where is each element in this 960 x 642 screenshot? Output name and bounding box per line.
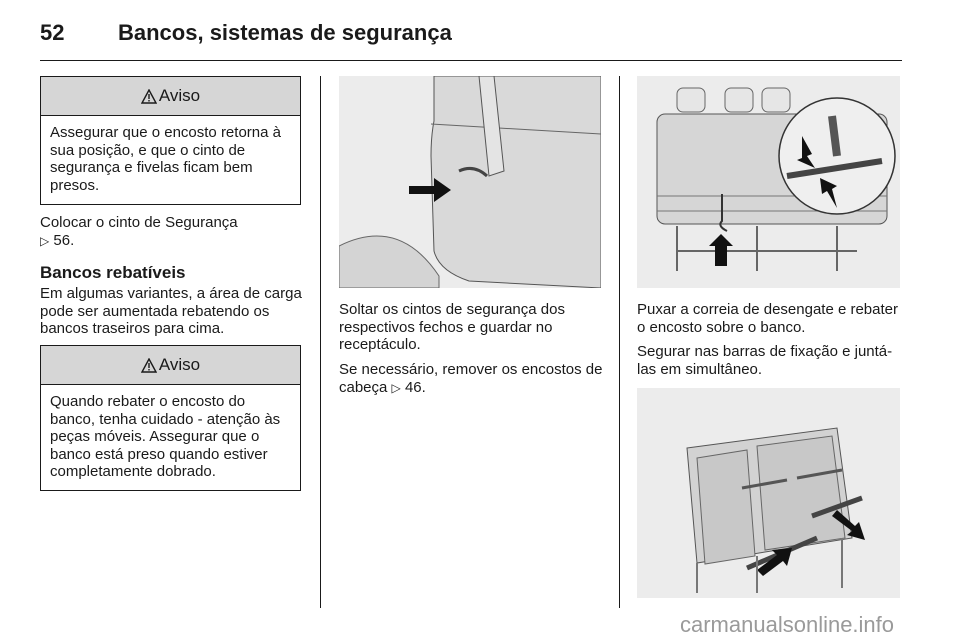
chapter-title: Bancos, sistemas de segurança [118, 20, 452, 45]
page-reference: 46. [404, 378, 426, 396]
warning-triangle-icon [141, 89, 157, 104]
reference-arrow-icon: ▷ [40, 233, 50, 248]
warning-header [41, 77, 300, 116]
paragraph: Segurar nas barras de fixação e juntá-las em simultâneo. [637, 343, 893, 378]
page-number: 52 [40, 20, 65, 45]
headrest-reference [339, 361, 607, 397]
folded-seat-illustration [637, 388, 900, 598]
warning-triangle-icon [141, 358, 157, 373]
page-reference: 56. [53, 231, 75, 249]
paragraph: Em algumas variantes, a área de carga pode ser aumentada rebatendo os bancos traseiros para cima. [40, 285, 302, 337]
seatbelt-reference [40, 214, 302, 250]
warning-box-2 [40, 345, 301, 491]
column-divider-1 [320, 76, 321, 608]
column-divider-2 [619, 76, 620, 608]
reference-arrow-icon: ▷ [391, 380, 401, 395]
warning-text: Assegurar que o encosto retorna à sua posição, e que o cinto de segurança e fivelas ficam bem presos. [50, 124, 281, 194]
section-heading: Bancos rebatíveis [40, 263, 186, 282]
warning-label: Aviso [158, 355, 201, 374]
seatbelt-illustration [339, 76, 601, 288]
watermark: carmanualsonline.info [680, 612, 895, 637]
header-divider [40, 60, 902, 61]
paragraph: Puxar a correia de desengate e rebater o encosto sobre o banco. [637, 301, 898, 336]
page-header [40, 18, 900, 60]
paragraph: Soltar os cintos de segurança dos respectivos fechos e guardar no receptáculo. [339, 301, 565, 353]
warning-header [41, 346, 300, 385]
paragraph-line: Colocar o cinto de Segurança [40, 214, 238, 231]
seat-release-illustration [637, 76, 900, 288]
warning-label: Aviso [158, 86, 201, 105]
paragraph-text: Se necessário, remover os encostos de cabeça [339, 361, 603, 396]
warning-box-1 [40, 76, 301, 205]
warning-text: Quando rebater o encosto do banco, tenha cuidado - atenção às peças móveis. Assegurar que o banco está preso quando estiver completamente dobrado. [50, 393, 281, 480]
